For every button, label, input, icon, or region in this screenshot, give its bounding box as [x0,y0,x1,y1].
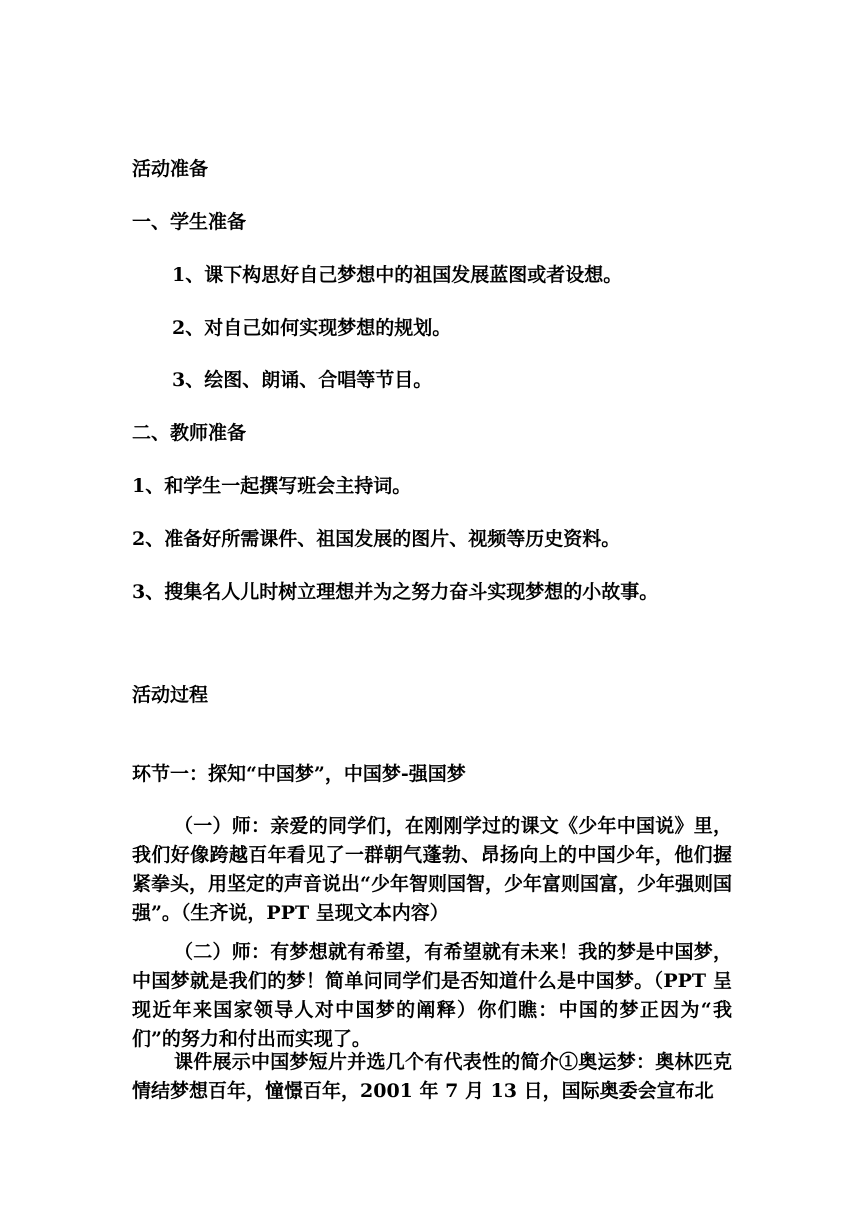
prep-title: 活动准备 [132,158,209,180]
teacher-prep-item: 1、和学生一起撰写班会主持词。 [132,475,412,497]
paragraph-2-text: （二）师：有梦想就有希望，有希望就有未来！我的梦是中国梦，中国梦就是我们的梦！简单问同学们是否知道什么是中国梦。（PPT 呈现近年来国家领导人对中国梦的阐释）你们瞧：中国的梦正因为“我们”的努力和付出而实现了。 [132,941,732,1050]
section1-heading: 环节一：探知“中国梦”，中国梦-强国梦 [132,763,466,785]
teacher-prep-heading: 二、教师准备 [132,422,247,444]
process-title: 活动过程 [132,684,209,706]
student-prep-item: 1、课下构思好自己梦想中的祖国发展蓝图或者设想。 [172,264,623,286]
paragraph-1-text: （一）师：亲爱的同学们，在刚刚学过的课文《少年中国说》里，我们好像跨越百年看见了一群朝气蓬勃、昂扬向上的中国少年，他们握紧拳头，用坚定的声音说出“少年智则国智，少年富则国富，少年强则国强”。（生齐说，PPT 呈现文本内容） [132,815,732,924]
student-prep-item: 2、对自己如何实现梦想的规划。 [172,317,452,339]
paragraph-2 [132,938,732,1054]
student-prep-item: 3、绘图、朗诵、合唱等节目。 [172,369,433,391]
paragraph-3 [132,1048,732,1106]
student-prep-heading: 一、学生准备 [132,211,247,233]
paragraph-3-text: 课件展示中国梦短片并选几个有代表性的简介①奥运梦：奥林匹克情结梦想百年，憧憬百年，2001 年 7 月 13 日，国际奥委会宣布北 [132,1051,732,1102]
teacher-prep-item: 2、准备好所需课件、祖国发展的图片、视频等历史资料。 [132,528,621,550]
teacher-prep-item: 3、搜集名人儿时树立理想并为之努力奋斗实现梦想的小故事。 [132,581,659,603]
paragraph-1 [132,812,732,928]
